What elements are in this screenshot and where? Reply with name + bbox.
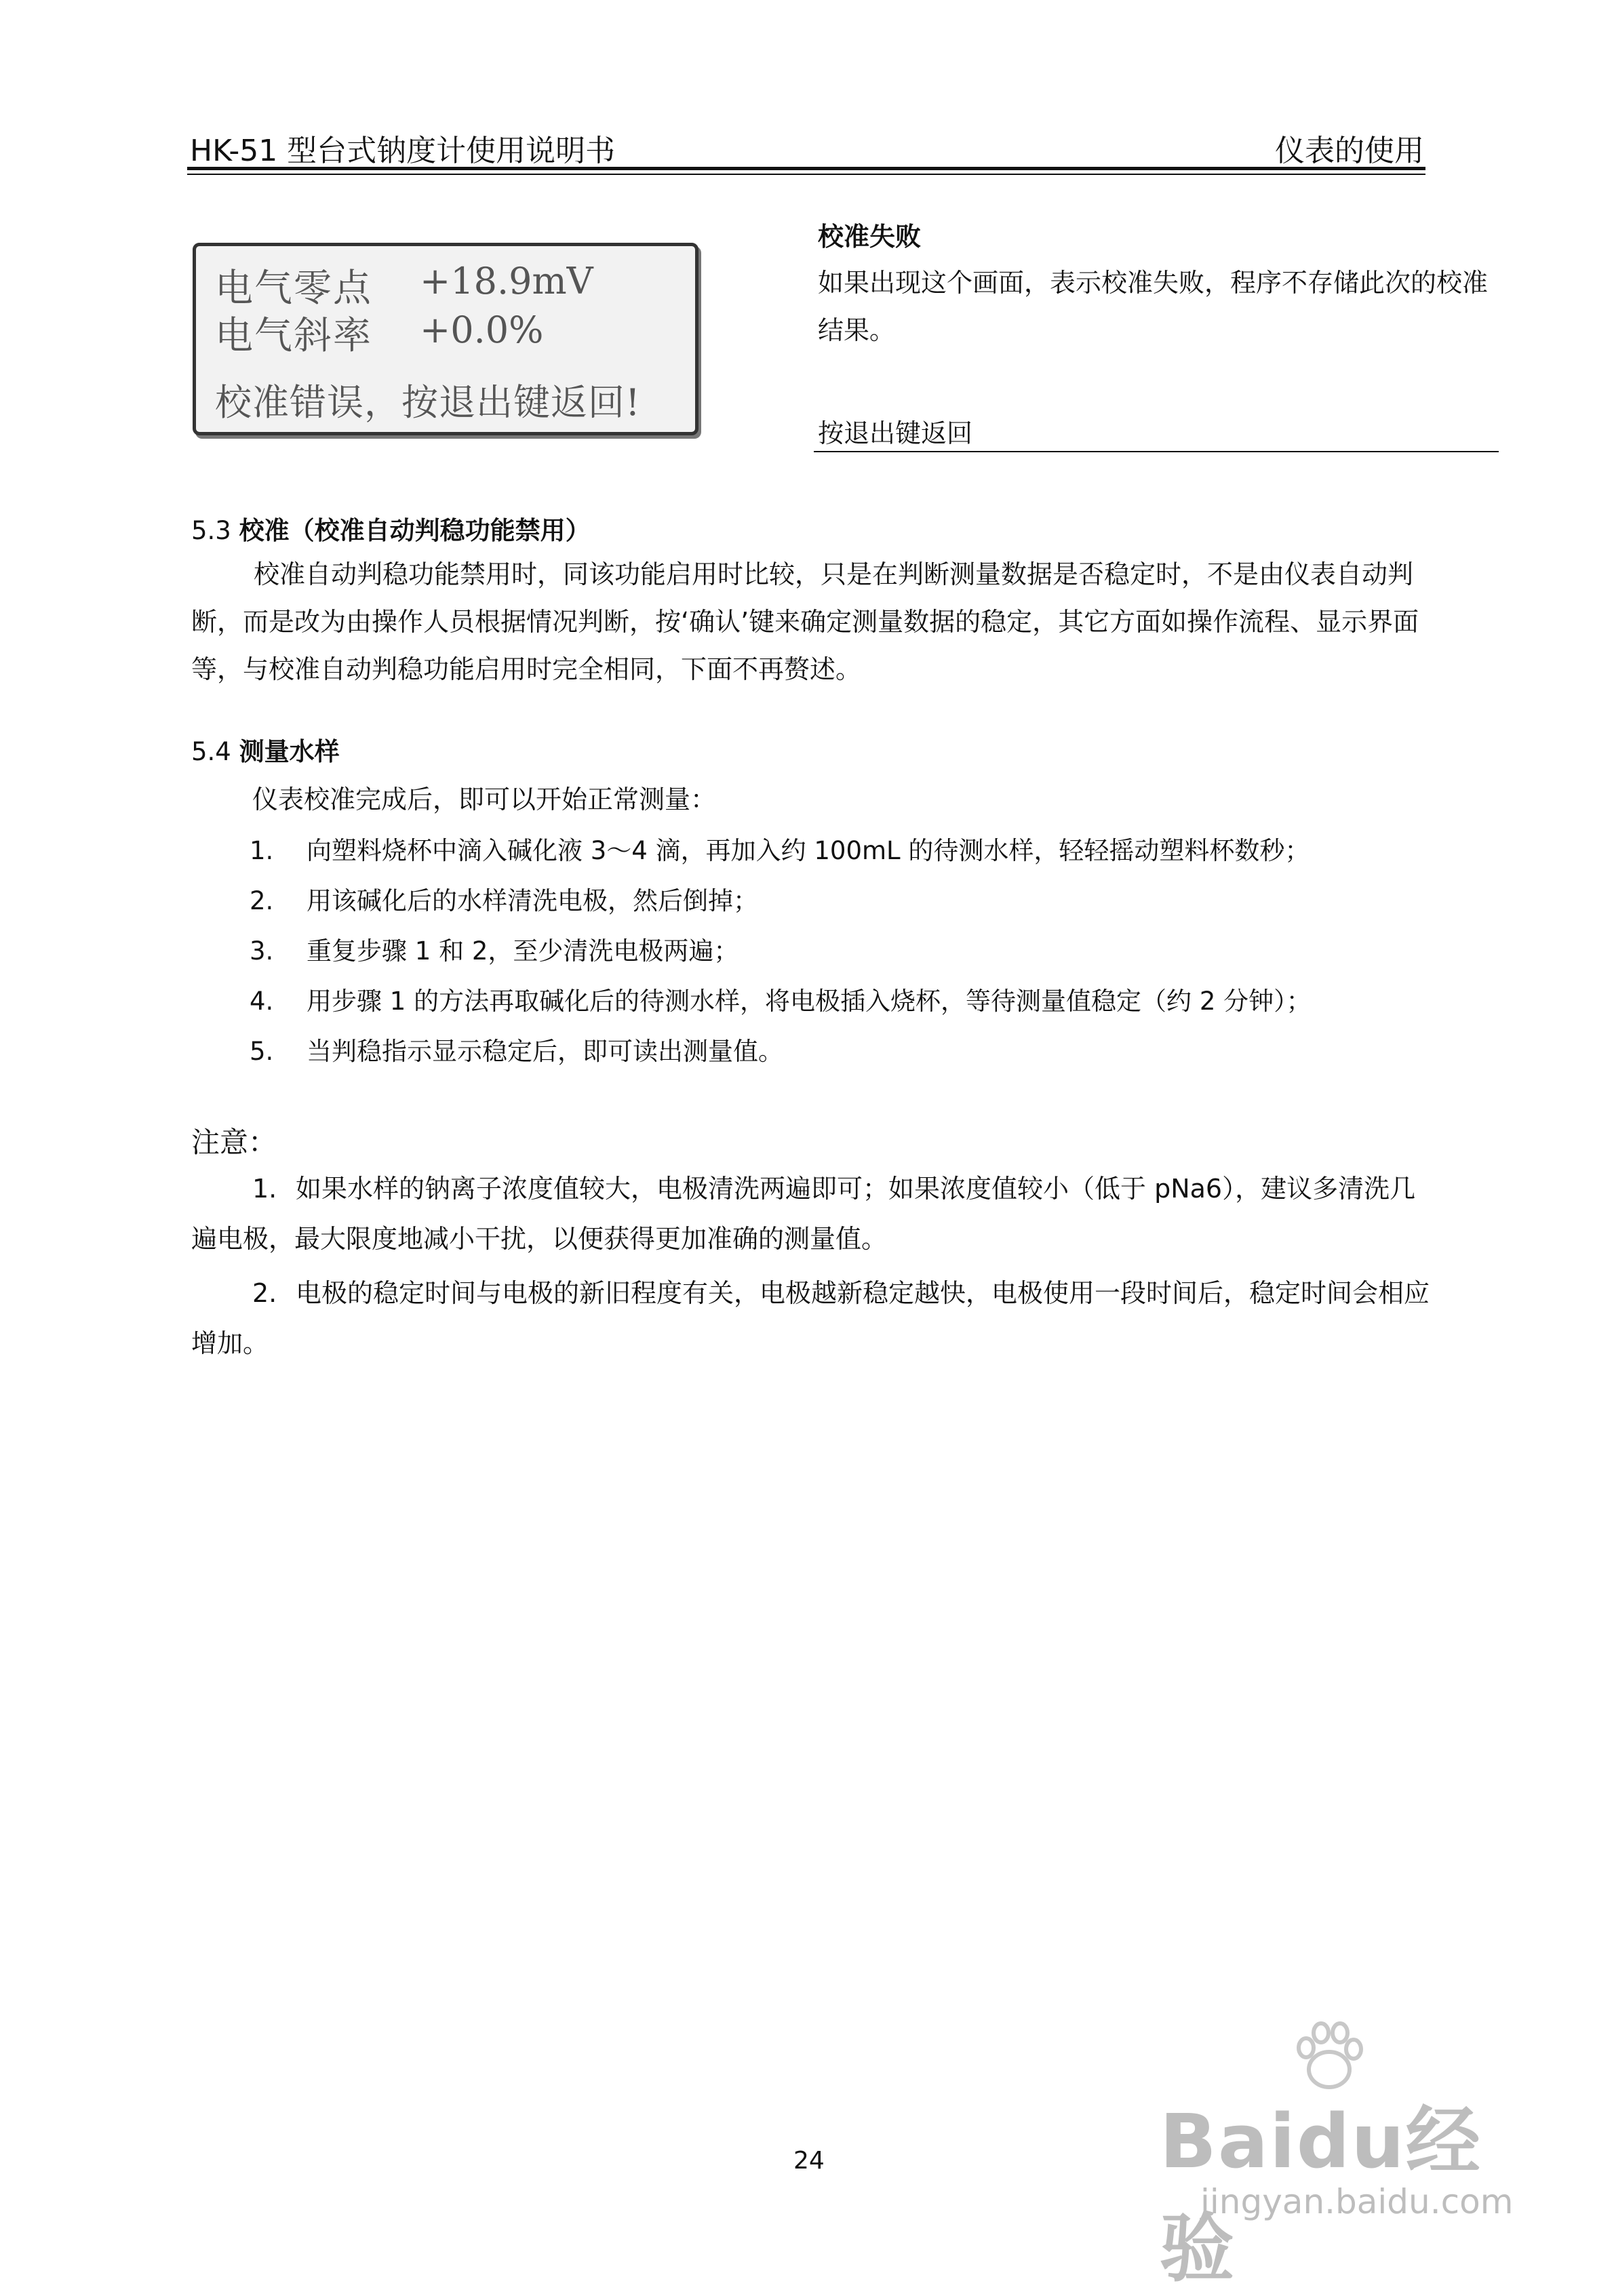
list-item xyxy=(250,981,1312,1017)
notes-label: 注意： xyxy=(191,1126,277,1159)
lcd-row1-value: +18.9mV xyxy=(420,260,593,302)
side-footer: 按退出键返回 xyxy=(818,418,973,448)
note-text: 如果水样的钠离子浓度值较大，电极清洗两遍即可；如果浓度值较小（低于 pNa6），建议多清洗几遍电极，最大限度地减小干扰，以便获得更加准确的测量值。 xyxy=(191,1174,1416,1254)
list-item xyxy=(250,1031,783,1067)
header-rule-thin xyxy=(187,174,1425,175)
lcd-row1-label: 电气零点 xyxy=(215,266,372,311)
list-item xyxy=(250,880,758,917)
note-item xyxy=(191,1164,1432,1264)
list-item xyxy=(250,930,739,967)
watermark-brand: Baidu经验 xyxy=(1160,2098,1482,2292)
lcd-screen xyxy=(193,243,698,435)
note-number: 2. xyxy=(252,1278,277,1308)
chapter-title: 仪表的使用 xyxy=(1275,134,1424,168)
section-title: 测量水样 xyxy=(239,737,340,766)
side-title: 校准失败 xyxy=(818,222,922,252)
step-number: 3. xyxy=(250,936,274,966)
step-text: 当判稳指示显示稳定后，即可读出测量值。 xyxy=(307,1037,783,1066)
side-description: 如果出现这个画面，表示校准失败，程序不存储此次的校准结果。 xyxy=(818,268,1489,345)
step-text: 重复步骤 1 和 2，至少清洗电极两遍； xyxy=(307,936,739,966)
step-text: 用步骤 1 的方法再取碱化后的待测水样，将电极插入烧杯，等待测量值稳定（约 2 分钟）； xyxy=(307,987,1312,1016)
step-number: 2. xyxy=(250,886,274,915)
baidu-watermark xyxy=(1146,2068,1526,2292)
section-5-3-body: 校准自动判稳功能禁用时，同该功能启用时比较，只是在判断测量数据是否稳定时，不是由仪表自动判断，而是改为由操作人员根据情况判断，按‘确认’键来确定测量数据的稳定，其它方面如操作流程、显示界面等，与校准自动判稳功能启用时完全相同，下面不再赘述。 xyxy=(191,559,1419,684)
step-number: 1. xyxy=(250,836,274,865)
lcd-error-message: 校准错误，按退出键返回! xyxy=(215,381,641,424)
step-number: 4. xyxy=(250,987,274,1016)
lcd-row2-value: +0.0% xyxy=(420,309,544,351)
page-number: 24 xyxy=(793,2147,825,2175)
note-item xyxy=(191,1268,1432,1368)
step-number: 5. xyxy=(250,1037,274,1066)
side-rule xyxy=(814,451,1499,452)
watermark-url: jingyan.baidu.com xyxy=(1200,2182,1514,2221)
step-text: 向塑料烧杯中滴入碱化液 3～4 滴，再加入约 100mL 的待测水样，轻轻摇动塑料杯数秒； xyxy=(307,836,1310,865)
section-title: 校准（校准自动判稳功能禁用） xyxy=(239,516,591,545)
section-5-4-intro: 仪表校准完成后，即可以开始正常测量： xyxy=(252,785,717,814)
section-5-3-heading xyxy=(191,510,591,547)
step-text: 用该碱化后的水样清洗电极，然后倒掉； xyxy=(307,886,758,915)
note-text: 电极的稳定时间与电极的新旧程度有关，电极越新稳定越快，电极使用一段时间后，稳定时间会相应增加。 xyxy=(191,1278,1430,1358)
section-5-4-heading xyxy=(191,731,340,768)
lcd-row2-label: 电气斜率 xyxy=(215,314,372,358)
section-number: 5.4 xyxy=(191,737,231,766)
header-rule-thick xyxy=(187,167,1425,170)
list-item xyxy=(250,830,1310,867)
document-title: HK-51 型台式钠度计使用说明书 xyxy=(190,134,616,168)
note-number: 1. xyxy=(252,1174,277,1204)
section-number: 5.3 xyxy=(191,516,231,545)
